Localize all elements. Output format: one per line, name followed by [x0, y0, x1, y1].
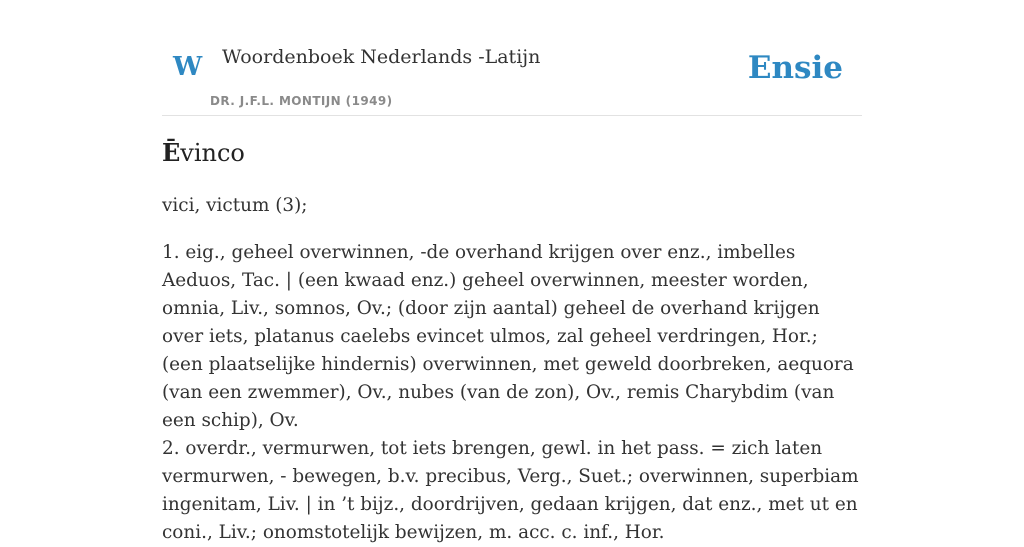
entry-sense-2: 2. overdr., vermurwen, tot iets brengen, gewl. in het pass. = zich laten vermurwen, - bewegen, b.v. precibus, Verg., Suet.; overwinnen, superbiam ingenitam, Liv. | in ’t bijz., doordrijven, gedaan krijgen, dat enz., met ut en coni., Liv.; onomstotelijk bewijzen, m. acc. c. inf., Hor. — [162, 438, 859, 543]
entry-definition — [162, 192, 862, 547]
entry-forms: vici, victum (3); — [162, 195, 308, 216]
dictionary-author: DR. J.F.L. MONTIJN (1949) — [210, 94, 393, 108]
headword-first-letter: Ē — [162, 138, 181, 167]
dictionary-title-link[interactable]: Woordenboek Nederlands -Latijn — [222, 46, 541, 68]
header — [162, 0, 862, 116]
entry-headword — [162, 138, 245, 167]
entry-sense-1: 1. eig., geheel overwinnen, -de overhand krijgen over enz., imbelles Aeduos, Tac. | (een kwaad enz.) geheel overwinnen, meester worden, omnia, Liv., somnos, Ov.; (door zijn aantal) geheel de overhand krijgen over iets, platanus caelebs evincet ulmos, zal geheel verdringen, Hor.; (een plaatselijke hindernis) overwinnen, met geweld doorbreken, aequora (van een zwemmer), Ov., nubes (van de zon), Ov., remis Charybdim (van een schip), Ov. — [162, 242, 854, 431]
ensie-logo-link[interactable]: Ensie — [747, 50, 843, 86]
headword-rest: vinco — [180, 139, 245, 167]
dictionary-logo-icon[interactable]: W — [173, 52, 203, 82]
